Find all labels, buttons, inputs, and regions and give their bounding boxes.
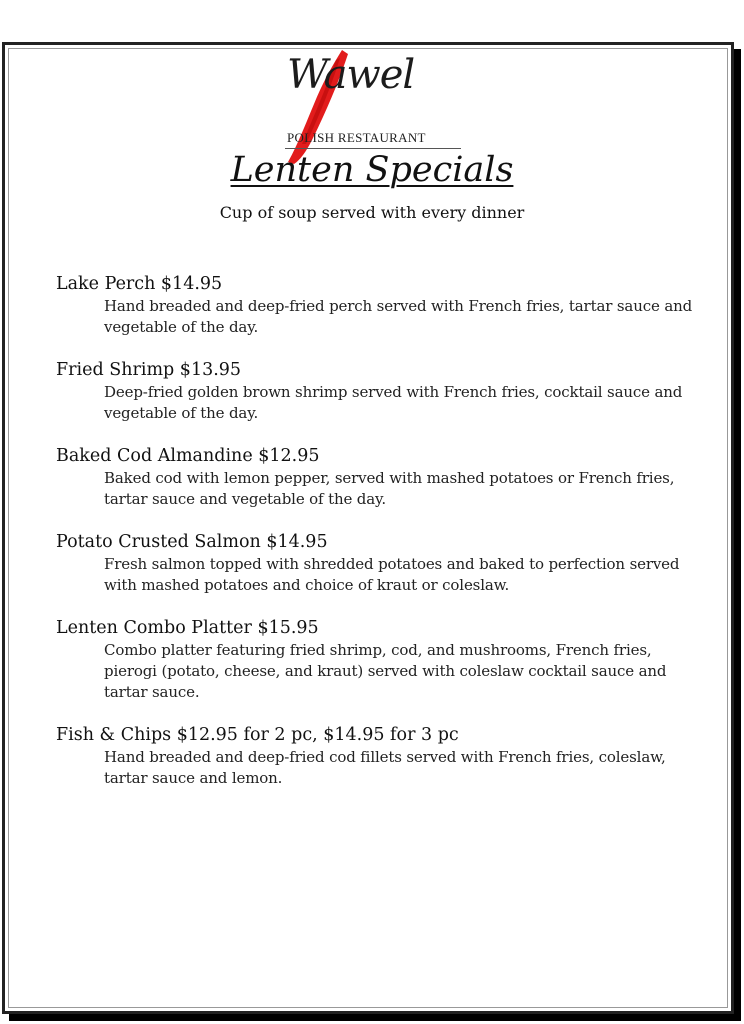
menu-item-name: Lake Perch $14.95 <box>56 274 223 294</box>
logo-divider <box>285 148 461 149</box>
logo-subtitle: POLISH RESTAURANT <box>287 130 426 145</box>
restaurant-logo <box>270 48 470 166</box>
menu-item-description: Fresh salmon topped with shredded potatoes and baked to perfection served with mashed potatoes and choice of kraut or coleslaw. <box>104 555 680 594</box>
menu-item-name: Baked Cod Almandine $12.95 <box>56 446 320 466</box>
menu-item <box>56 617 696 703</box>
logo-wordmark: Wawel <box>287 52 415 98</box>
menu-item-description: Hand breaded and deep-fried cod fillets served with French fries, coleslaw, tartar sauce and lemon. <box>104 748 666 787</box>
menu-item-description: Combo platter featuring fried shrimp, cod, and mushrooms, French fries, pierogi (potato, cheese, and kraut) served with coleslaw cocktail sauce and tartar sauce. <box>104 641 667 701</box>
menu-item-description: Baked cod with lemon pepper, served with mashed potatoes or French fries, tartar sauce and vegetable of the day. <box>104 469 675 508</box>
menu-item-description: Deep-fried golden brown shrimp served with French fries, cocktail sauce and vegetable of the day. <box>104 383 683 422</box>
menu-item-name: Fried Shrimp $13.95 <box>56 360 242 380</box>
menu-item <box>56 724 696 789</box>
menu-item <box>56 445 696 510</box>
page-title: Lenten Specials <box>230 150 514 190</box>
menu-item-name: Fish & Chips $12.95 for 2 pc, $14.95 for 3 pc <box>56 725 459 745</box>
menu-item-description: Hand breaded and deep-fried perch served with French fries, tartar sauce and vegetable of the day. <box>104 297 693 336</box>
menu-item-name: Potato Crusted Salmon $14.95 <box>56 532 328 552</box>
menu-item-name: Lenten Combo Platter $15.95 <box>56 618 319 638</box>
page-subtitle: Cup of soup served with every dinner <box>219 203 525 222</box>
menu-list <box>56 273 696 810</box>
menu-item <box>56 359 696 424</box>
menu-item <box>56 273 696 338</box>
menu-item <box>56 531 696 596</box>
